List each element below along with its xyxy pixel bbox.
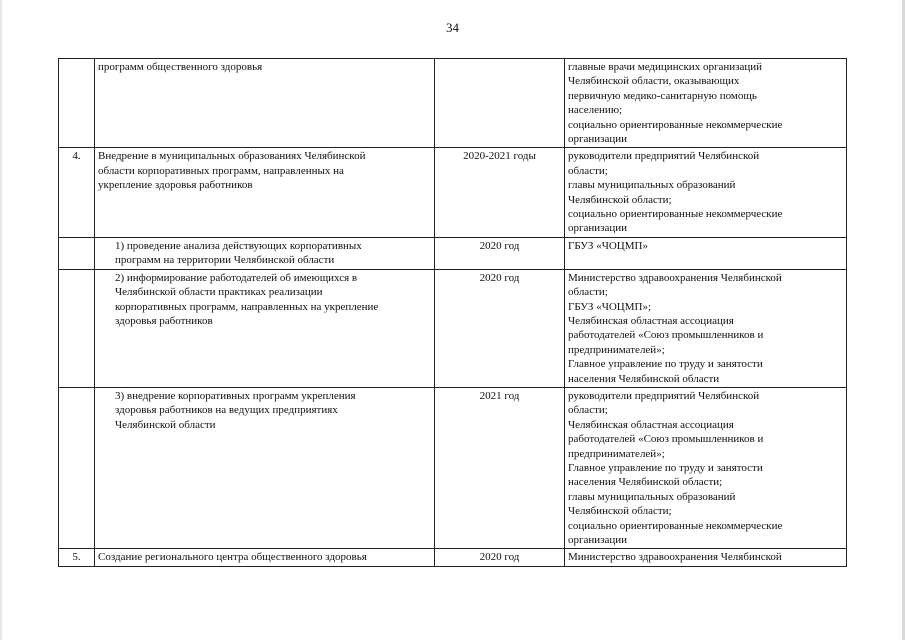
responsible-line: ГБУЗ «ЧОЦМП»	[568, 239, 648, 252]
table-row	[59, 269, 847, 387]
term-value: 2020 год	[479, 551, 520, 564]
row-number-cell	[59, 549, 95, 566]
row-number: 4.	[72, 150, 81, 163]
row-number: 5.	[72, 551, 81, 564]
page-number: 34	[446, 20, 459, 35]
responsible-cell	[565, 59, 847, 148]
scan-left-edge	[0, 0, 2, 640]
term-cell	[435, 59, 565, 148]
measure-cell	[95, 549, 435, 566]
table-row	[59, 237, 847, 269]
responsible-line: области;	[568, 164, 608, 177]
responsible-cell	[565, 237, 847, 269]
measure-cell	[95, 387, 435, 548]
responsible-line: Челябинской области, оказывающих	[568, 75, 740, 88]
term-value: 2020 год	[479, 239, 520, 252]
responsible-line: организации	[568, 222, 628, 235]
table-row	[59, 387, 847, 548]
measure-text-line: здоровья работников	[115, 314, 213, 327]
measure-text-line: корпоративных программ, направленных на укрепление	[115, 300, 379, 313]
responsible-line: населения Челябинской области;	[568, 476, 723, 489]
responsible-line: Челябинской области;	[568, 193, 672, 206]
responsible-line: Главное управление по труду и занятости	[568, 461, 763, 474]
term-cell	[435, 237, 565, 269]
measure-cell	[95, 269, 435, 387]
responsible-line: социально ориентированные некоммерческие	[568, 208, 783, 221]
measure-text-line: Внедрение в муниципальных образованиях Челябинской	[98, 150, 366, 163]
responsible-line: Министерство здравоохранения Челябинской	[568, 551, 782, 564]
measure-text-line: Создание регионального центра общественного здоровья	[98, 551, 367, 564]
responsible-line: Челябинская областная ассоциация	[568, 314, 734, 327]
measure-text-line: 1) проведение анализа действующих корпоративных	[115, 239, 362, 252]
term-cell	[435, 148, 565, 237]
measure-cell	[95, 237, 435, 269]
measures-table	[58, 58, 847, 567]
measure-text-line: программ на территории Челябинской области	[115, 254, 335, 267]
measure-text-line: 3) внедрение корпоративных программ укрепления	[115, 389, 356, 402]
row-number-cell	[59, 237, 95, 269]
responsible-line: социально ориентированные некоммерческие	[568, 519, 783, 532]
responsible-line: области;	[568, 404, 608, 417]
responsible-line: предпринимателей»;	[568, 447, 665, 460]
responsible-line: Челябинской области;	[568, 505, 672, 518]
measure-text-line: области корпоративных программ, направленных на	[98, 164, 344, 177]
responsible-cell	[565, 387, 847, 548]
responsible-line: области;	[568, 286, 608, 299]
measure-text-line: укрепление здоровья работников	[98, 179, 253, 192]
responsible-cell	[565, 549, 847, 566]
term-cell	[435, 269, 565, 387]
measure-text-line: здоровья работников на ведущих предприятиях	[115, 404, 338, 417]
measure-cell	[95, 59, 435, 148]
responsible-line: главные врачи медицинских организаций	[568, 61, 762, 73]
responsible-line: Челябинская областная ассоциация	[568, 418, 734, 431]
table-row	[59, 59, 847, 148]
table-row	[59, 148, 847, 237]
term-cell	[435, 549, 565, 566]
responsible-cell	[565, 148, 847, 237]
term-cell	[435, 387, 565, 548]
responsible-line: руководители предприятий Челябинской	[568, 150, 760, 163]
responsible-line: населению;	[568, 104, 623, 117]
responsible-line: главы муниципальных образований	[568, 490, 736, 503]
row-number-cell	[59, 269, 95, 387]
responsible-line: предпринимателей»;	[568, 343, 665, 356]
responsible-line: организации	[568, 133, 628, 146]
row-number-cell	[59, 387, 95, 548]
responsible-cell	[565, 269, 847, 387]
responsible-line: Министерство здравоохранения Челябинской	[568, 271, 782, 284]
responsible-line: Главное управление по труду и занятости	[568, 358, 763, 371]
responsible-line: ГБУЗ «ЧОЦМП»;	[568, 300, 652, 313]
responsible-line: социально ориентированные некоммерческие	[568, 118, 783, 131]
term-value: 2020 год	[479, 271, 520, 284]
responsible-line: главы муниципальных образований	[568, 179, 736, 192]
responsible-line: населения Челябинской области	[568, 372, 720, 385]
measure-text-line: 2) информирование работодателей об имеющихся в	[115, 271, 358, 284]
term-value: 2020-2021 годы	[463, 150, 536, 163]
responsible-line: первичную медико-санитарную помощь	[568, 89, 757, 102]
measure-text-line: Челябинской области практиках реализации	[115, 286, 323, 299]
responsible-line: организации	[568, 534, 628, 546]
measure-text-line: Челябинской области	[115, 418, 216, 431]
measure-text-line: программ общественного здоровья	[98, 61, 263, 73]
measure-cell	[95, 148, 435, 237]
table-row	[59, 549, 847, 566]
measures-table-body	[59, 59, 847, 567]
row-number-cell	[59, 148, 95, 237]
responsible-line: работодателей «Союз промышленников и	[568, 329, 764, 342]
responsible-line: руководители предприятий Челябинской	[568, 389, 760, 402]
responsible-line: работодателей «Союз промышленников и	[568, 433, 764, 446]
term-value: 2021 год	[479, 389, 520, 402]
row-number-cell	[59, 59, 95, 148]
